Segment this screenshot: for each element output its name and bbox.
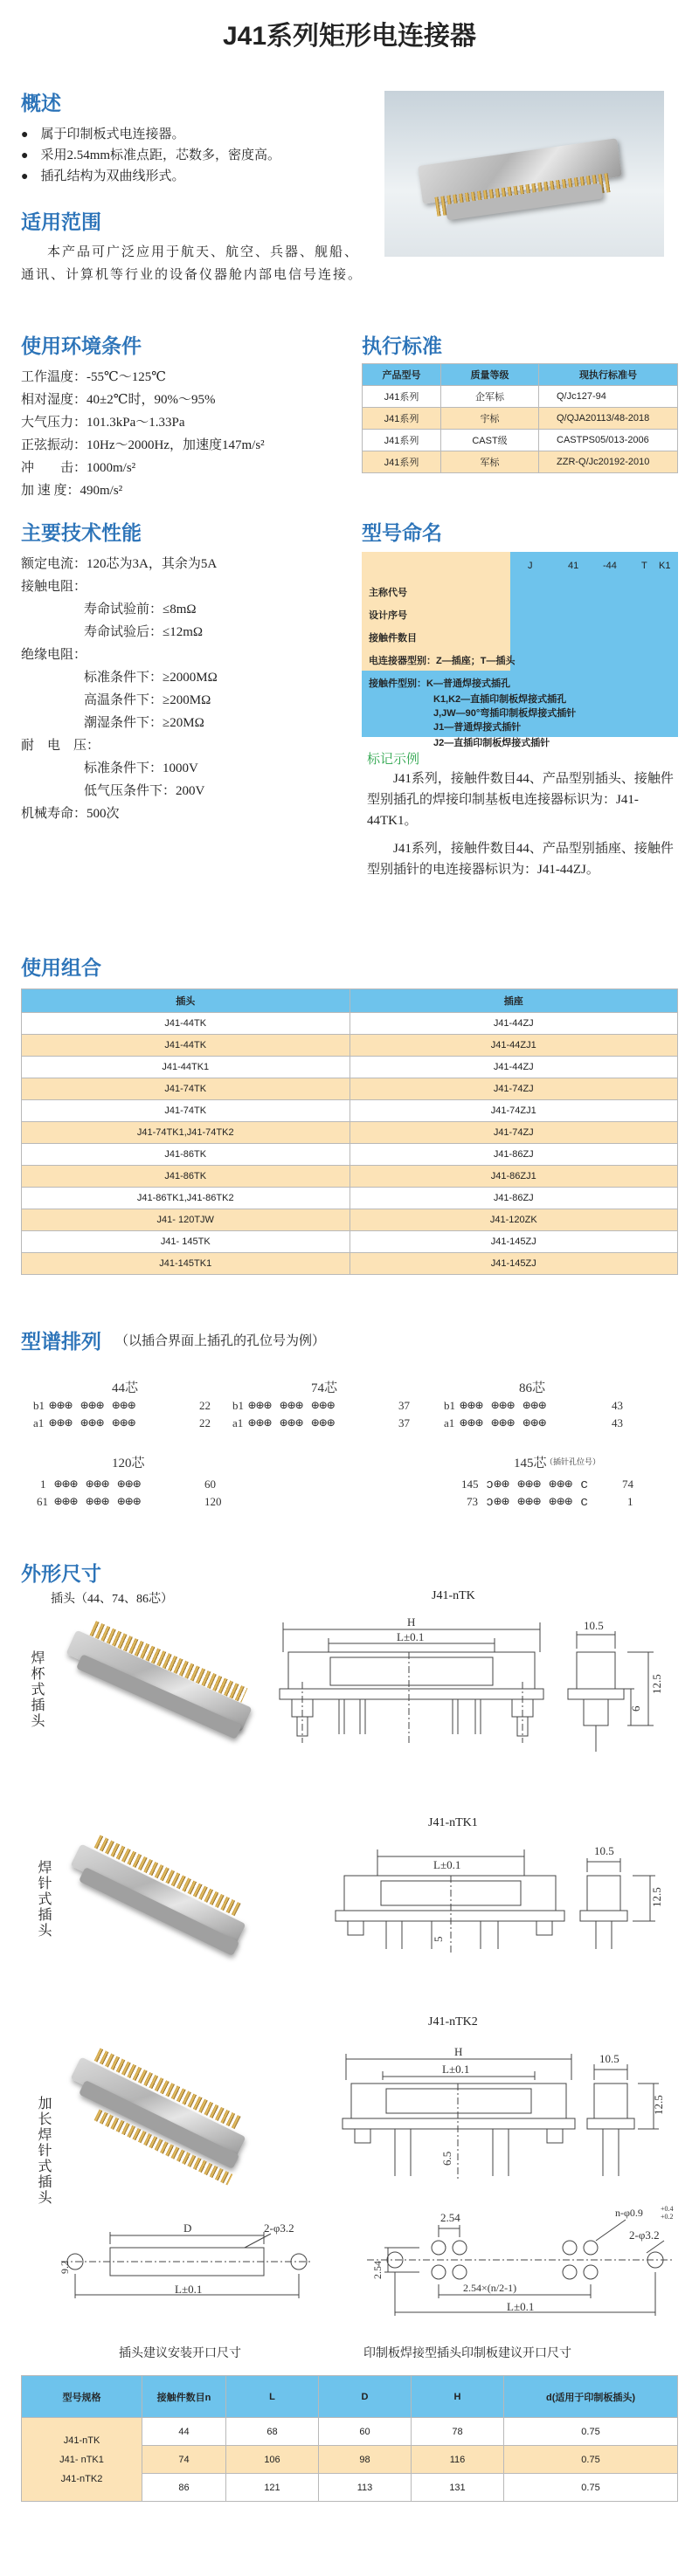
dim-model-cell: [22, 2418, 142, 2502]
table-cell: J41-74TK1,J41-74TK2: [22, 1122, 350, 1144]
pin-row: ⊕⊕⊕ ⊕⊕⊕ ⊕⊕⊕: [460, 1416, 547, 1431]
dim-label: 12.5: [650, 1674, 663, 1694]
example-text: J41系列，接触件数目44、产品型别插头、接触件型别插孔的焊接印制基板电连接器标识为：J41-44TK1。: [367, 772, 674, 828]
table-row: [22, 1057, 678, 1078]
drawing-J41-nTK1: [332, 1832, 664, 1998]
environment-line: 正弦振动：10Hz～2000Hz，加速度147m/s²: [21, 438, 265, 452]
dim-label: H: [454, 2045, 463, 2058]
dim-label: 2-φ3.2: [264, 2221, 294, 2235]
table-cell: J41-44TK: [22, 1035, 350, 1057]
dim-header: L: [226, 2376, 319, 2418]
layout-pin-label: a1: [232, 1416, 244, 1429]
table-cell: 0.75: [504, 2474, 678, 2502]
model-row-label: 设计序号: [369, 610, 407, 621]
pin-row: ⊕⊕⊕ ⊕⊕⊕ ⊕⊕⊕: [248, 1416, 336, 1431]
table-cell: Q/Jc127-94: [539, 386, 678, 408]
environment-line: 大气压力：101.3kPa～1.33Pa: [21, 416, 185, 430]
model-row-label: 电连接器型别：Z—插座；T—插头: [369, 656, 516, 666]
table-cell: 74: [142, 2446, 226, 2474]
overview-heading: 概述: [21, 92, 61, 114]
dim-label: 9.2: [59, 2261, 71, 2274]
standards-header: 现执行标准号: [539, 364, 678, 386]
drawing-title: J41-nTK1: [428, 1816, 478, 1829]
table-cell: 68: [226, 2418, 319, 2446]
table-row: [363, 430, 678, 451]
layout-pin-label: a1: [444, 1416, 455, 1429]
table-row: [22, 1100, 678, 1122]
layout-group-name: 86芯: [519, 1381, 546, 1395]
layout-pin-label: 43: [612, 1399, 623, 1412]
drawing-J41-nTK: [278, 1603, 680, 1787]
overview-item: ● 插孔结构为双曲线形式。: [21, 168, 184, 186]
table-row: [22, 1209, 678, 1231]
dim-label: L±0.1: [507, 2300, 535, 2313]
dim-header: 型号规格: [22, 2376, 142, 2418]
spec-line: 标准条件下：≥2000MΩ: [84, 671, 218, 685]
table-cell: J41-86ZJ: [350, 1188, 678, 1209]
layout-pin-label: 43: [612, 1416, 623, 1429]
table-cell: J41-44TK: [22, 1013, 350, 1035]
dim-label: 2.54: [440, 2211, 460, 2224]
dim-label: L±0.1: [442, 2063, 470, 2076]
drawing-side-label: 焊杯式插头: [29, 1650, 44, 1729]
pin-row: ⊕⊕⊕ ⊕⊕⊕ ⊕⊕⊕: [460, 1399, 547, 1414]
model-code-part: K1: [659, 561, 671, 571]
model-row-label: 主称代号: [369, 588, 407, 598]
table-row: [22, 1122, 678, 1144]
table-cell: 78: [412, 2418, 504, 2446]
table-cell: J41-74TK: [22, 1078, 350, 1100]
layout-pin-label: 22: [199, 1399, 211, 1412]
combo-heading: 使用组合: [21, 956, 101, 979]
dim-label: +0.2: [661, 2213, 674, 2221]
table-cell: 121: [226, 2474, 319, 2502]
drawing-title: J41-nTK2: [428, 2015, 478, 2028]
environment-heading: 使用环境条件: [21, 334, 142, 357]
model-code-part: 41: [568, 561, 579, 571]
spec-line: 额定电流：120芯为3A，其余为5A: [21, 557, 218, 571]
standards-table: [362, 363, 678, 473]
spec-line: 绝缘电阻：: [21, 648, 87, 662]
dim-header: 接触件数目n: [142, 2376, 226, 2418]
page-title: J41系列矩形电连接器: [222, 22, 477, 51]
table-cell: J41-120ZK: [350, 1209, 678, 1231]
standards-heading: 执行标准: [362, 334, 442, 357]
table-cell: 0.75: [504, 2446, 678, 2474]
caption-left: 插头建议安装开口尺寸: [119, 2347, 241, 2360]
environment-line: 相对湿度：40±2℃时，90%～95%: [21, 393, 216, 407]
model-heading: 型号命名: [362, 521, 442, 544]
caption-right: 印制板焊接型插头印制板建议开口尺寸: [363, 2347, 571, 2360]
dims-heading: 外形尺寸: [21, 1562, 101, 1585]
table-cell: 企军标: [441, 386, 539, 408]
overview-item: ● 属于印制板式电连接器。: [21, 126, 184, 144]
dim-model: J41-nTK: [63, 2435, 100, 2446]
layout-pin-label: 1: [40, 1477, 46, 1491]
table-cell: J41-44ZJ1: [350, 1035, 678, 1057]
pin-row: ⊕⊕⊕ ⊕⊕⊕ ⊕⊕⊕: [248, 1399, 336, 1414]
layout-pin-label: 60: [204, 1477, 216, 1491]
dim-label: 10.5: [599, 2052, 619, 2065]
drawing-plug-cutout: [61, 2221, 315, 2318]
pin-row: ⊕⊕⊕ ⊕⊕⊕ ⊕⊕⊕: [49, 1416, 136, 1431]
table-row: [22, 2418, 678, 2446]
combo-table: [21, 988, 678, 1275]
overview-item: ● 采用2.54mm标准点距，芯数多，密度高。: [21, 147, 280, 165]
layout-pin-label: 37: [398, 1399, 410, 1412]
table-cell: J41-74ZJ: [350, 1122, 678, 1144]
standards-header: 产品型号: [363, 364, 441, 386]
table-row: [22, 1166, 678, 1188]
layout-group-name: 44芯: [112, 1381, 139, 1395]
example-text: J41系列，接触件数目44、产品型别插座、接触件型别插针的电连接器标识为：J41-44ZJ。: [367, 842, 674, 877]
layout-group-name: 145芯: [514, 1457, 547, 1471]
drawing-side-label: 加长焊针式插头: [36, 2096, 51, 2206]
combo-header: 插头: [22, 989, 350, 1013]
model-code-part: -44: [603, 561, 617, 571]
combo-header: 插座: [350, 989, 678, 1013]
table-cell: 军标: [441, 451, 539, 473]
model-contact-option: J2—直插印制板焊接式插针: [433, 738, 550, 748]
dim-label: 10.5: [584, 1619, 604, 1632]
table-row: [363, 408, 678, 430]
dim-label: +0.4: [661, 2205, 674, 2213]
pin-row: ⊕⊕⊕ ⊕⊕⊕ ⊕⊕⊕: [54, 1495, 142, 1510]
dim-label: 2-φ3.2: [629, 2228, 660, 2242]
table-cell: ZZR-Q/Jc20192-2010: [539, 451, 678, 473]
standards-header: 质量等级: [441, 364, 539, 386]
dim-model: J41-nTK2: [60, 2473, 103, 2484]
table-cell: J41-86TK: [22, 1144, 350, 1166]
spec-line: 标准条件下：1000V: [84, 761, 198, 775]
dim-label: 5: [432, 1936, 445, 1942]
layout-group-name: 120芯: [112, 1457, 145, 1471]
table-cell: 116: [412, 2446, 504, 2474]
table-cell: 0.75: [504, 2418, 678, 2446]
model-code-part: T: [641, 561, 647, 571]
layout-pin-label: a1: [33, 1416, 45, 1429]
dim-model: J41- nTK1: [59, 2454, 104, 2465]
connector-render: [54, 1624, 264, 1764]
table-cell: J41- 145TK: [22, 1231, 350, 1253]
drawing-title: J41-nTK: [432, 1589, 475, 1602]
spec-line: 高温条件下：≥200MΩ: [84, 693, 211, 707]
table-cell: J41-74TK: [22, 1100, 350, 1122]
dim-label: 2.54: [371, 2261, 384, 2279]
layout-pin-label: b1: [444, 1399, 455, 1412]
product-photo: [384, 91, 664, 257]
table-cell: J41-145TK1: [22, 1253, 350, 1275]
model-contact-option: J,JW—90°弯插印制板焊接式插针: [433, 708, 577, 719]
layout-pin-label: 120: [204, 1495, 222, 1508]
layout-subheading: （以插合界面上插孔的孔位号为例）: [115, 1333, 326, 1348]
spec-line: 潮湿条件下：≥20MΩ: [84, 716, 204, 730]
dim-label: D: [183, 2221, 192, 2235]
specs-heading: 主要技术性能: [21, 521, 142, 544]
layout-pin-label: b1: [33, 1399, 45, 1412]
layout-pin-label: b1: [232, 1399, 244, 1412]
table-cell: J41-86ZJ1: [350, 1166, 678, 1188]
table-cell: 86: [142, 2474, 226, 2502]
table-cell: 宇标: [441, 408, 539, 430]
table-row: [22, 1035, 678, 1057]
table-cell: J41-86TK: [22, 1166, 350, 1188]
dim-label: H: [407, 1615, 416, 1629]
table-cell: J41-145ZJ: [350, 1231, 678, 1253]
dim-label: 6.5: [440, 2151, 453, 2166]
pin-row: ↄ⊕⊕ ⊕⊕⊕ ⊕⊕⊕ c: [486, 1495, 589, 1510]
table-row: [22, 1013, 678, 1035]
layout-pin-label: 61: [37, 1495, 48, 1508]
table-row: [22, 1231, 678, 1253]
dim-header: D: [319, 2376, 412, 2418]
table-cell: 44: [142, 2418, 226, 2446]
scope-text: 本产品可广泛应用于航天、航空、兵器、舰船、通讯、计算机等行业的设备仪器舱内部电信号连接。: [21, 245, 363, 282]
dim-label: 12.5: [650, 1887, 663, 1907]
layout-pin-label: 145: [461, 1477, 479, 1491]
dimension-table: [21, 2375, 678, 2502]
environment-line: 加 速 度：490m/s²: [21, 484, 123, 498]
table-cell: J41- 120TJW: [22, 1209, 350, 1231]
pin-row: ⊕⊕⊕ ⊕⊕⊕ ⊕⊕⊕: [49, 1399, 136, 1414]
drawing-J41-nTK2: [341, 2035, 664, 2218]
table-row: [363, 451, 678, 473]
table-row: [363, 386, 678, 408]
model-contact-option: J1—普通焊接式插针: [433, 722, 522, 733]
model-code-part: J: [528, 561, 533, 571]
model-contact-label: 接触件型别：K—普通焊接式插孔: [369, 678, 510, 689]
table-cell: 106: [226, 2446, 319, 2474]
table-cell: 98: [319, 2446, 412, 2474]
spec-line: 接触电阻：: [21, 580, 87, 594]
table-row: [22, 1078, 678, 1100]
table-cell: 113: [319, 2474, 412, 2502]
table-cell: J41系列: [363, 430, 441, 451]
table-cell: J41-44ZJ: [350, 1013, 678, 1035]
spec-line: 耐 电 压：: [21, 739, 100, 753]
table-cell: J41系列: [363, 451, 441, 473]
table-cell: 131: [412, 2474, 504, 2502]
dim-label: L±0.1: [397, 1630, 425, 1643]
layout-pin-label: 73: [467, 1495, 478, 1508]
model-naming-diagram: [362, 552, 678, 737]
table-cell: 60: [319, 2418, 412, 2446]
table-cell: J41系列: [363, 408, 441, 430]
table-cell: J41-44ZJ: [350, 1057, 678, 1078]
connector-render: [54, 1834, 264, 1982]
spec-line: 寿命试验后：≤12mΩ: [84, 625, 204, 639]
connector-render: [54, 2043, 264, 2201]
table-cell: J41-145ZJ: [350, 1253, 678, 1275]
layout-group-note: （插针孔位号）: [545, 1457, 601, 1466]
spec-line: 寿命试验前：≤8mΩ: [84, 603, 197, 616]
dim-label: n-φ0.9: [615, 2207, 643, 2219]
table-row: [22, 1188, 678, 1209]
environment-line: 冲 击：1000m/s²: [21, 461, 136, 475]
environment-line: 工作温度：-55℃～125℃: [21, 370, 167, 384]
spec-line: 机械寿命：500次: [21, 807, 120, 821]
table-cell: J41-74ZJ: [350, 1078, 678, 1100]
spec-line: 低气压条件下：200V: [84, 784, 205, 798]
layout-pin-label: 37: [398, 1416, 410, 1429]
table-cell: Q/QJA20113/48-2018: [539, 408, 678, 430]
example-heading: 标记示例: [367, 752, 420, 767]
table-cell: J41-86ZJ: [350, 1144, 678, 1166]
layout-pin-label: 22: [199, 1416, 211, 1429]
layout-group-name: 74芯: [311, 1381, 338, 1395]
dim-label: L±0.1: [433, 1858, 461, 1871]
layout-pin-label: 74: [622, 1477, 633, 1491]
table-cell: J41-74ZJ1: [350, 1100, 678, 1122]
plug-note: 插头（44、74、86芯）: [51, 1593, 173, 1606]
table-cell: CASTPS05/013-2006: [539, 430, 678, 451]
dim-label: L±0.1: [175, 2283, 203, 2296]
pin-row: ↄ⊕⊕ ⊕⊕⊕ ⊕⊕⊕ c: [486, 1477, 589, 1492]
table-cell: J41系列: [363, 386, 441, 408]
layout-pin-label: 1: [627, 1495, 633, 1508]
dim-label: 2.54×(n/2-1): [463, 2282, 517, 2294]
dim-label: 6: [629, 1705, 642, 1712]
dim-header: d(适用于印制板插头): [504, 2376, 678, 2418]
drawing-pcb-cutout: [367, 2202, 682, 2333]
scope-heading: 适用范围: [21, 210, 101, 233]
model-row-label: 接触件数目: [369, 633, 417, 644]
table-cell: J41-44TK1: [22, 1057, 350, 1078]
table-cell: J41-86TK1,J41-86TK2: [22, 1188, 350, 1209]
dim-label: 12.5: [652, 2095, 665, 2115]
pin-row: ⊕⊕⊕ ⊕⊕⊕ ⊕⊕⊕: [54, 1477, 142, 1492]
layout-heading: 型谱排列: [21, 1330, 101, 1353]
model-contact-option: K1,K2—直插印制板焊接式插孔: [433, 694, 567, 705]
drawing-side-label: 焊针式插头: [36, 1860, 51, 1939]
table-row: [22, 1144, 678, 1166]
table-cell: CAST级: [441, 430, 539, 451]
dim-header: H: [412, 2376, 504, 2418]
dim-label: 10.5: [594, 1844, 614, 1857]
table-row: [22, 1253, 678, 1275]
